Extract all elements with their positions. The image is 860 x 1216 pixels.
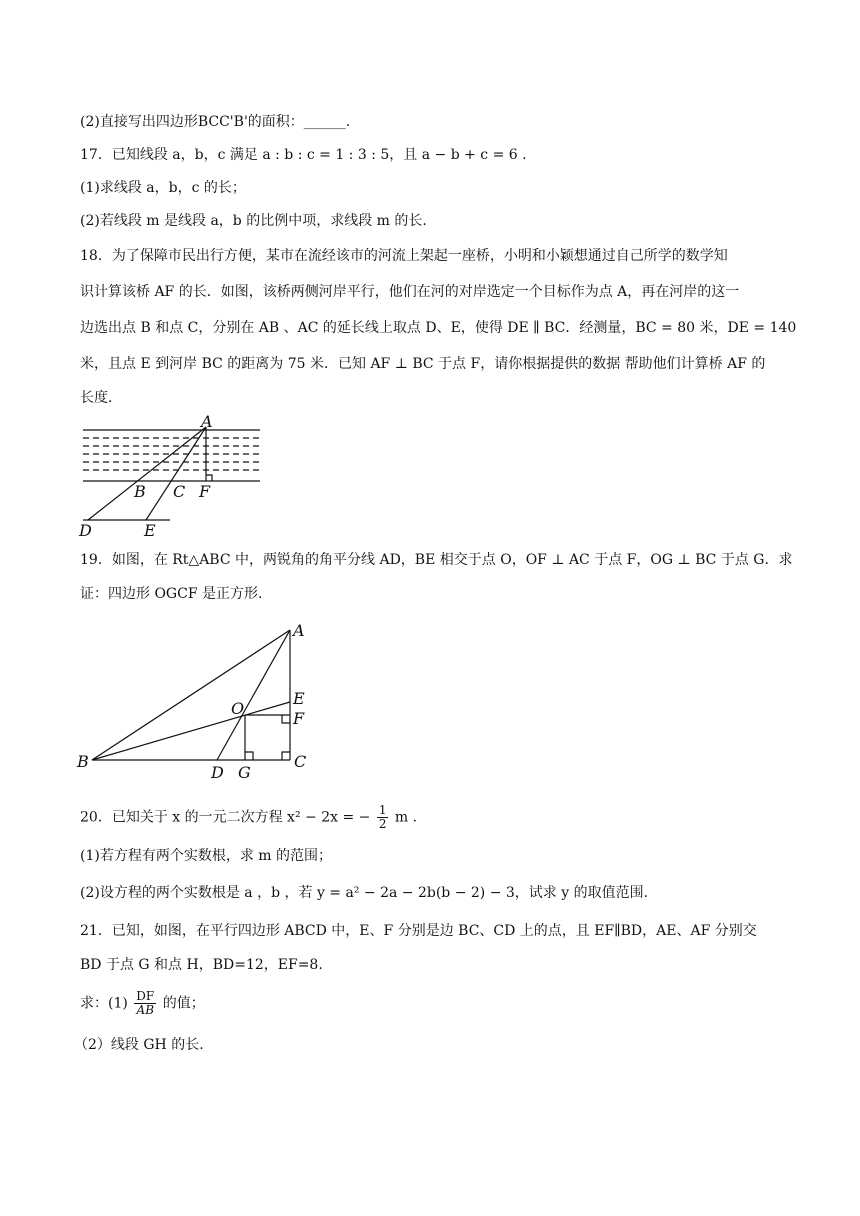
q18-stem-line2: 识计算该桥 AF 的长．如图，该桥两侧河岸平行，他们在河的对岸选定一个目标作为点 A，再在河岸的这一 bbox=[80, 284, 740, 300]
q20-part2: (2)设方程的两个实数根是 a ，b ，若 y = a² − 2a − 2b(b − 2) − 3，试求 y 的取值范围. bbox=[80, 885, 649, 901]
fig18-label-b: B bbox=[134, 482, 146, 501]
q21-part2: （2）线段 GH 的长. bbox=[74, 1037, 204, 1053]
q18-figure bbox=[78, 415, 268, 540]
fig18-label-d: D bbox=[79, 521, 92, 540]
q21-part1-suffix: 的值； bbox=[162, 995, 205, 1012]
q18-stem-line3: 边选出点 B 和点 C，分别在 AB 、AC 的延长线上取点 D、E，使得 DE ∥ BC．经测量，BC = 80 米，DE = 140 bbox=[80, 320, 797, 336]
q17-stem: 17．已知线段 a，b，c 满足 a : b : c = 1 : 3 : 5，且 a − b + c = 6 . bbox=[80, 147, 527, 163]
fig18-label-e: E bbox=[144, 521, 156, 540]
fig19-label-d: D bbox=[211, 763, 224, 782]
q20-stem bbox=[80, 804, 417, 831]
q19-stem-line2: 证：四边形 OGCF 是正方形. bbox=[80, 586, 263, 602]
q20-fraction bbox=[377, 804, 389, 831]
q16-part2-text: (2)直接写出四边形BCC'B'的面积：______. bbox=[80, 114, 351, 130]
q21-stem-line2: BD 于点 G 和点 H，BD=12，EF=8. bbox=[80, 957, 323, 973]
q21-stem-line1: 21．已知，如图，在平行四边形 ABCD 中，E、F 分别是边 BC、CD 上的点，且 EF∥BD，AE、AF 分别交 bbox=[80, 923, 757, 939]
q20-fraction-num: 1 bbox=[378, 803, 387, 817]
q19-figure bbox=[75, 620, 320, 785]
fig18-label-a: A bbox=[201, 415, 213, 431]
q20-fraction-den: 2 bbox=[378, 817, 387, 831]
q20-stem-tail: m . bbox=[394, 809, 418, 826]
fig19-label-e: E bbox=[293, 689, 305, 708]
q18-stem-line5: 长度. bbox=[80, 390, 113, 406]
q17-part2: (2)若线段 m 是线段 a，b 的比例中项，求线段 m 的长. bbox=[80, 213, 427, 229]
q21-fraction-num: DF bbox=[136, 989, 155, 1003]
q17-part1: (1)求线段 a，b，c 的长； bbox=[80, 180, 246, 196]
fig19-label-b: B bbox=[77, 752, 89, 771]
q21-fraction-den: AB bbox=[136, 1003, 155, 1017]
fig19-label-f: F bbox=[293, 709, 305, 728]
q20-stem-text: 20．已知关于 x 的一元二次方程 x² − 2x = − bbox=[80, 809, 371, 826]
fig19-label-c: C bbox=[294, 752, 307, 771]
q19-stem-line1: 19．如图，在 Rt△ABC 中，两锐角的角平分线 AD，BE 相交于点 O，OF ⊥ AC 于点 F，OG ⊥ BC 于点 G．求 bbox=[80, 552, 793, 568]
fig19-label-o: O bbox=[231, 699, 245, 718]
q21-part1 bbox=[80, 990, 205, 1017]
q20-part1: (1)若方程有两个实数根，求 m 的范围； bbox=[80, 848, 333, 864]
q21-part1-prefix: 求：(1) bbox=[80, 995, 128, 1012]
q18-stem-line4: 米，且点 E 到河岸 BC 的距离为 75 米．已知 AF ⊥ BC 于点 F，请你根据提供的数据 帮助他们计算桥 AF 的 bbox=[80, 356, 766, 372]
q21-fraction bbox=[134, 990, 156, 1017]
fig18-label-c: C bbox=[173, 482, 186, 501]
q18-stem-line1: 18．为了保障市民出行方便，某市在流经该市的河流上架起一座桥，小明和小颖想通过自己所学的数学知 bbox=[80, 248, 728, 264]
fig19-label-g: G bbox=[238, 763, 251, 782]
fig19-label-a: A bbox=[293, 621, 305, 640]
fig18-label-f: F bbox=[199, 482, 211, 501]
